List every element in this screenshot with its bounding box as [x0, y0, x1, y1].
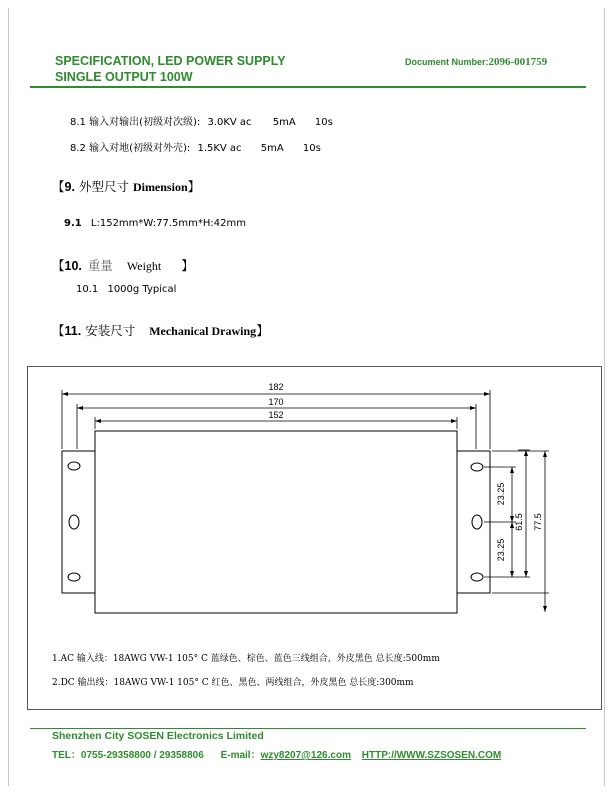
section-number: 10.	[64, 259, 82, 273]
isolation-label: 8.2 输入对地(初级对外壳):	[70, 143, 191, 154]
dim-label-77-5: 77.5	[533, 513, 543, 531]
section-title-en: Dimension	[132, 180, 188, 194]
section-number: 11.	[64, 324, 82, 338]
isolation-voltage: 1.5KV ac	[197, 143, 242, 154]
footer-contact	[52, 746, 501, 761]
section-title-en: Weight	[126, 259, 162, 273]
bracket-open: 【	[52, 179, 65, 194]
dim-label-182: 182	[268, 382, 284, 392]
section-title-cn: 外型尺寸	[78, 179, 129, 194]
bracket-open: 【	[52, 323, 65, 338]
isolation-time: 10s	[302, 143, 321, 154]
section-title-cn: 重量	[87, 258, 113, 273]
mounting-hole	[68, 573, 80, 581]
website-link[interactable]: HTTP://WWW.SZSOSEN.COM	[361, 750, 502, 761]
bracket-close: 】	[256, 323, 269, 338]
bracket-close: 】	[181, 258, 194, 273]
dim-label-23-25-top: 23.25	[496, 482, 506, 506]
footer-rule	[30, 728, 586, 729]
isolation-current: 5mA	[260, 143, 284, 154]
item-number: 10.1	[76, 284, 99, 295]
telephone: TEL：0755-29358800 / 29358806	[52, 750, 204, 761]
document-number-value: 2096-001759	[488, 56, 548, 68]
isolation-time: 10s	[314, 117, 333, 128]
section-title-en: Mechanical Drawing	[149, 324, 257, 338]
email-link[interactable]: wzy8207@126.com	[260, 750, 351, 761]
mounting-hole	[472, 515, 482, 529]
dim-label-23-25-bottom: 23.25	[496, 538, 506, 562]
spec-title-line1: SPECIFICATION, LED POWER SUPPLY	[55, 54, 286, 68]
weight-value: 1000g Typical	[107, 284, 177, 295]
enclosure-body	[95, 431, 457, 613]
mounting-hole	[69, 515, 79, 529]
mounting-hole	[68, 462, 80, 470]
isolation-current: 5mA	[272, 117, 296, 128]
dim-label-152: 152	[268, 410, 284, 420]
email-label: E-mail：	[220, 750, 261, 761]
dim-label-61-5: 61.5	[514, 513, 524, 531]
mounting-hole	[471, 573, 483, 581]
section-number: 9.	[64, 180, 75, 194]
isolation-voltage: 3.0KV ac	[207, 117, 252, 128]
ac-input-wire-note: 1.AC 输入线：18AWG VW-1 105° C 蓝绿色、棕色、蓝色三线组合，外皮黑色 总长度:500mm	[52, 654, 440, 664]
dim-label-170: 170	[268, 397, 284, 407]
dimension-value: L:152mm*W:77.5mm*H:42mm	[90, 218, 246, 229]
bracket-close: 】	[187, 179, 201, 194]
bracket-open: 【	[52, 258, 65, 273]
mounting-hole	[471, 463, 483, 471]
section-title-cn: 安装尺寸	[85, 323, 136, 338]
isolation-label: 8.1 输入对输出(初级对次级):	[70, 117, 201, 128]
item-number: 9.1	[64, 218, 82, 229]
company-name: Shenzhen City SOSEN Electronics Limited	[52, 730, 264, 742]
dc-output-wire-note: 2.DC 输出线：18AWG VW-1 105° C 红色、黑色、两线组合，外皮黑色 总长度:300mm	[52, 678, 414, 688]
document-number-label: Document Number:	[405, 57, 489, 67]
spec-title-line2: SINGLE OUTPUT 100W	[55, 70, 193, 84]
